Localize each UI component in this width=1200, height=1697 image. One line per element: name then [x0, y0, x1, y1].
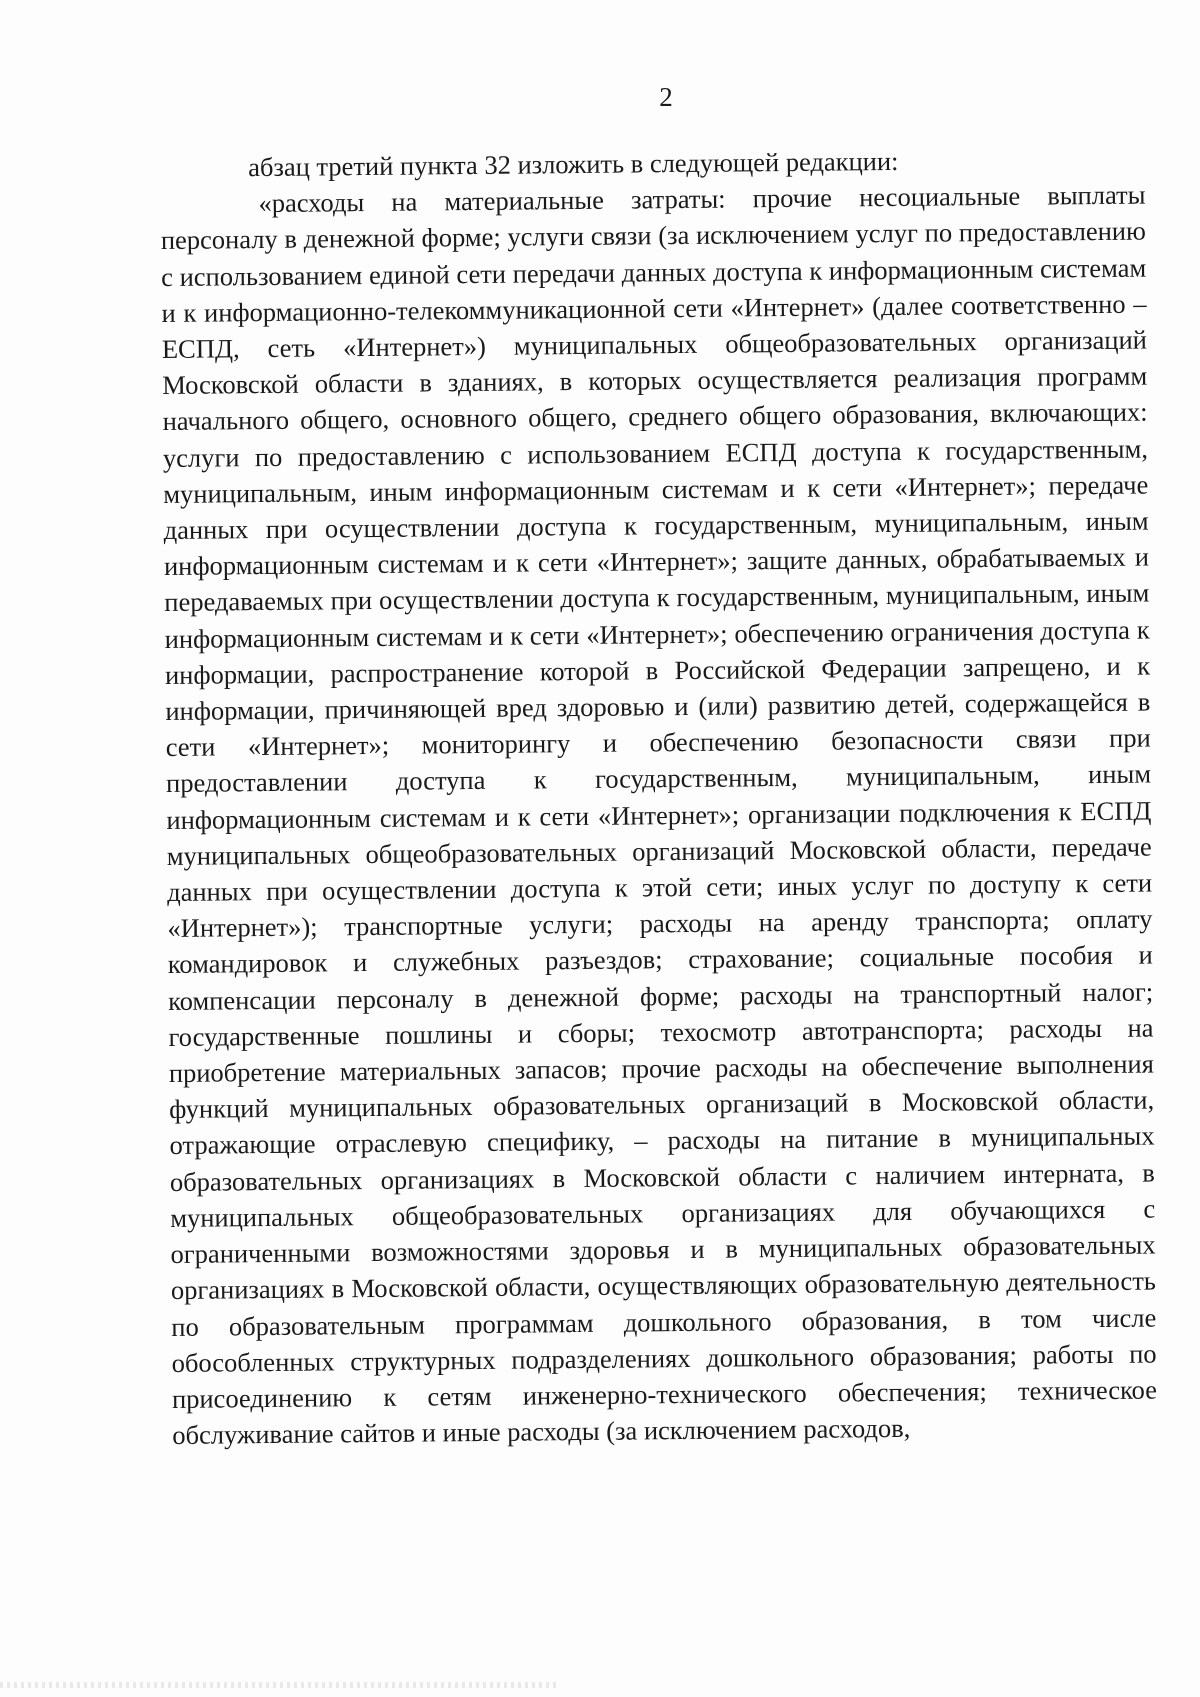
- page-number: 2: [659, 82, 673, 112]
- scan-artifact-line: [0, 1682, 560, 1688]
- document-body: [160, 141, 1157, 1454]
- main-paragraph: «расходы на материальные затраты: прочие несоциальные выплаты персоналу в денежной форме; услуги связи (за исключением услуг по предоставлению с использованием единой сети передачи данных доступа к информационным системам и к информационно-телекоммуникационной сети «Интернет» (далее соответственно – ЕСПД, сеть «Интернет») муниципальных общеобразовательных организаций Московской области в зданиях, в которых осуществляется реализация программ начального общего, основного общего, среднего общего образования, включающих: услуги по предоставлению с использованием ЕСПД доступа к государственным, муниципальным, иным информационным системам и к сети «Интернет»; передаче данных при осуществлении доступа к государственным, муниципальным, иным информационным системам и к сети «Интернет»; защите данных, обрабатываемых и передаваемых при осуществлении доступа к государственным, муниципальным, иным информационным системам и к сети «Интернет»; обеспечению ограничения доступа к информации, распространение которой в Российской Федерации запрещено, и к информации, причиняющей вред здоровью и (или) развитию детей, содержащейся в сети «Интернет»; мониторингу и обеспечению безопасности связи при предоставлении доступа к государственным, муниципальным, иным информационным системам и к сети «Интернет»; организации подключения к ЕСПД муниципальных общеобразовательных организаций Московской области, передаче данных при осуществлении доступа к этой сети; иных услуг по доступу к сети «Интернет»); транспортные услуги; расходы на аренду транспорта; оплату командировок и служебных разъездов; страхование; социальные пособия и компенсации персоналу в денежной форме; расходы на транспортный налог; государственные пошлины и сборы; техосмотр автотранспорта; расходы на приобретение материальных запасов; прочие расходы на обеспечение выполнения функций муниципальных образовательных организаций в Московской области, отражающие отраслевую специфику, – расходы на питание в муниципальных образовательных организациях в Московской области с наличием интерната, в муниципальных общеобразовательных организациях для обучающихся с ограниченными возможностями здоровья и в муниципальных образовательных организациях в Московской области, осуществляющих образовательную деятельность по образовательным программам дошкольного образования, в том числе обособленных структурных подразделениях дошкольного образования; работы по присоединению к сетям инженерно-технического обеспечения; техническое обслуживание сайтов и иные расходы (за исключением расходов,: [160, 179, 1158, 1451]
- intro-paragraph: абзац третий пункта 32 изложить в следующей редакции:: [248, 145, 899, 183]
